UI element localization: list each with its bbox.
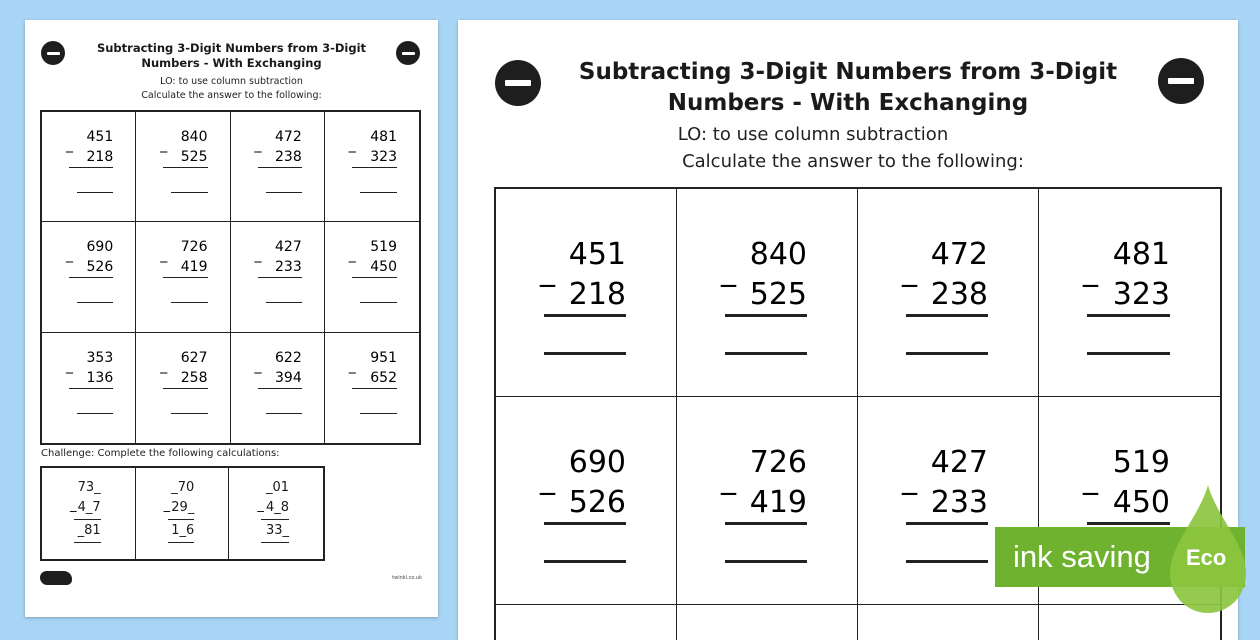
minus-sign: _: [540, 461, 555, 496]
minus-icon: [41, 41, 65, 65]
minus-sign: _: [540, 253, 555, 288]
problem-cell: [496, 605, 677, 640]
sum-line: [163, 388, 207, 389]
problem-cell: [231, 333, 325, 443]
minus-sign: _: [160, 137, 168, 153]
problem-cell: [42, 222, 136, 332]
sum-line: [906, 314, 988, 317]
minuend: 451: [568, 237, 626, 272]
challenge-grid: [40, 466, 325, 561]
problem-cell: [231, 112, 325, 222]
worksheet-thumbnail: [25, 20, 438, 617]
challenge-answer: 33_: [265, 523, 289, 538]
challenge-answer: 1_6: [171, 523, 195, 538]
ink-saving-label: ink saving: [1013, 539, 1151, 574]
problem-cell: [325, 333, 419, 443]
answer-line: [77, 302, 113, 303]
problem-cell: [677, 189, 858, 397]
challenge-cell: [229, 468, 323, 559]
sum-line: [69, 167, 113, 168]
subtrahend: 652: [370, 369, 397, 386]
minuend: 451: [86, 129, 114, 145]
minuend: 519: [1112, 445, 1170, 480]
subtrahend: 419: [749, 485, 807, 520]
minuend: 427: [930, 445, 988, 480]
eco-label: Eco: [1186, 545, 1227, 570]
minuend: 726: [180, 239, 208, 256]
minuend: 690: [568, 445, 626, 480]
minus-sign: _: [902, 253, 917, 288]
minus-sign: _: [257, 498, 264, 513]
answer-line: [725, 560, 807, 563]
footer-url: twinkl.co.uk: [392, 575, 422, 581]
sum-line: [352, 167, 397, 168]
minus-sign: _: [721, 253, 736, 288]
sum-line: [163, 167, 207, 168]
sum-line: [258, 277, 302, 278]
sum-line: [544, 314, 626, 317]
sum-line: [352, 277, 397, 278]
sum-line: [258, 167, 302, 168]
worksheet-title: Subtracting 3-Digit Numbers from 3-Digit Numbers - With Exchanging: [578, 59, 1118, 116]
problem-grid: [40, 110, 421, 445]
subtrahend: 525: [749, 277, 807, 312]
minus-icon: [495, 60, 541, 106]
answer-line: [171, 302, 207, 303]
minus-sign: _: [254, 137, 262, 153]
answer-line: [261, 542, 289, 543]
problem-cell: [1039, 189, 1220, 397]
minus-sign: _: [348, 247, 356, 264]
subtrahend: 238: [275, 149, 302, 165]
problem-cell: [677, 397, 858, 605]
answer-line: [360, 413, 397, 414]
sum-line: [1087, 522, 1170, 525]
subtrahend: 450: [1112, 485, 1170, 520]
problem-cell: [231, 222, 325, 332]
answer-line: [171, 413, 207, 414]
minus-sign: _: [254, 247, 262, 264]
subtrahend: 238: [930, 277, 988, 312]
learning-objective: LO: to use column subtraction: [160, 76, 303, 87]
subtrahend: 323: [1112, 277, 1170, 312]
subtrahend: 526: [86, 259, 114, 276]
learning-objective: LO: to use column subtraction: [677, 124, 949, 145]
problem-cell: [42, 333, 136, 443]
sum-line: [163, 277, 207, 278]
answer-line: [77, 413, 113, 414]
sum-line: [725, 522, 807, 525]
subtrahend: 394: [275, 369, 302, 386]
instruction: Calculate the answer to the following:: [141, 90, 322, 101]
subtrahend: 136: [86, 369, 114, 386]
challenge-bottom: 29_: [171, 500, 195, 515]
minus-sign: _: [70, 498, 77, 513]
minus-sign: _: [902, 461, 917, 496]
answer-line: [360, 302, 397, 303]
subtrahend: 450: [370, 259, 397, 276]
problem-cell: [136, 112, 230, 222]
challenge-label: Challenge: Complete the following calculations:: [41, 448, 280, 459]
answer-line: [266, 413, 302, 414]
challenge-cell: [42, 468, 136, 559]
subtrahend: 218: [568, 277, 626, 312]
minus-sign: _: [348, 137, 356, 153]
subtrahend: 419: [180, 259, 208, 276]
minus-icon: [396, 41, 420, 65]
minus-sign: _: [1083, 253, 1098, 288]
minuend: 622: [275, 349, 302, 366]
challenge-cell: [136, 468, 230, 559]
challenge-answer: _81: [77, 523, 101, 538]
problem-cell: [496, 397, 677, 605]
challenge-top: 73_: [77, 480, 101, 495]
sum-line: [168, 519, 195, 520]
subtrahend: 525: [180, 149, 208, 165]
sum-line: [1087, 314, 1170, 317]
minuend: 472: [930, 237, 988, 272]
minus-sign: _: [721, 461, 736, 496]
minuend: 519: [370, 239, 397, 256]
answer-line: [906, 352, 988, 355]
minuend: 690: [86, 239, 114, 256]
minuend: 481: [370, 129, 397, 145]
minuend: 840: [749, 237, 807, 272]
subtrahend: 258: [180, 369, 208, 386]
minus-sign: _: [160, 357, 168, 374]
answer-line: [266, 192, 302, 193]
subtrahend: 218: [86, 149, 114, 165]
minus-icon: [1158, 58, 1204, 104]
minuend: 840: [180, 129, 208, 145]
answer-line: [906, 560, 988, 563]
challenge-bottom: 4_8: [265, 500, 289, 515]
sum-line: [69, 388, 113, 389]
answer-line: [171, 192, 207, 193]
subtrahend: 526: [568, 485, 626, 520]
problem-cell: [325, 222, 419, 332]
problem-cell: [858, 605, 1039, 640]
sum-line: [352, 388, 397, 389]
sum-line: [906, 522, 988, 525]
answer-line: [544, 560, 626, 563]
minuend: 427: [275, 239, 302, 256]
answer-line: [1087, 352, 1170, 355]
minus-sign: _: [348, 357, 356, 374]
problem-cell: [136, 222, 230, 332]
sum-line: [261, 519, 289, 520]
problem-cell: [858, 189, 1039, 397]
answer-line: [77, 192, 113, 193]
minuend: 627: [180, 349, 208, 366]
subtrahend: 233: [930, 485, 988, 520]
challenge-bottom: 4_7: [77, 500, 101, 515]
sum-line: [725, 314, 807, 317]
sum-line: [69, 277, 113, 278]
minuend: 726: [749, 445, 807, 480]
problem-cell: [677, 605, 858, 640]
instruction: Calculate the answer to the following:: [682, 151, 1024, 172]
problem-cell: [42, 112, 136, 222]
sum-line: [258, 388, 302, 389]
sum-line: [74, 519, 101, 520]
minuend: 951: [370, 349, 397, 366]
answer-line: [725, 352, 807, 355]
answer-line: [266, 302, 302, 303]
worksheet-title: Subtracting 3-Digit Numbers from 3-Digit Numbers - With Exchanging: [96, 41, 367, 70]
minus-sign: _: [254, 357, 262, 374]
problem-cell: [496, 189, 677, 397]
minus-sign: _: [163, 498, 171, 513]
sum-line: [544, 522, 626, 525]
twinkl-logo: [40, 571, 72, 585]
minus-sign: _: [66, 137, 73, 153]
problem-cell: [325, 112, 419, 222]
minus-sign: _: [66, 357, 73, 374]
minus-sign: _: [66, 247, 73, 264]
problem-cell: [136, 333, 230, 443]
answer-line: [168, 542, 195, 543]
minus-sign: _: [1083, 461, 1098, 496]
challenge-top: _01: [265, 480, 289, 495]
challenge-top: _70: [171, 480, 195, 495]
answer-line: [74, 542, 101, 543]
subtrahend: 323: [370, 149, 397, 165]
minus-sign: _: [160, 247, 168, 264]
minuend: 353: [86, 349, 114, 366]
minuend: 481: [1112, 237, 1170, 272]
answer-line: [544, 352, 626, 355]
minuend: 472: [275, 129, 302, 145]
subtrahend: 233: [275, 259, 302, 276]
answer-line: [360, 192, 397, 193]
